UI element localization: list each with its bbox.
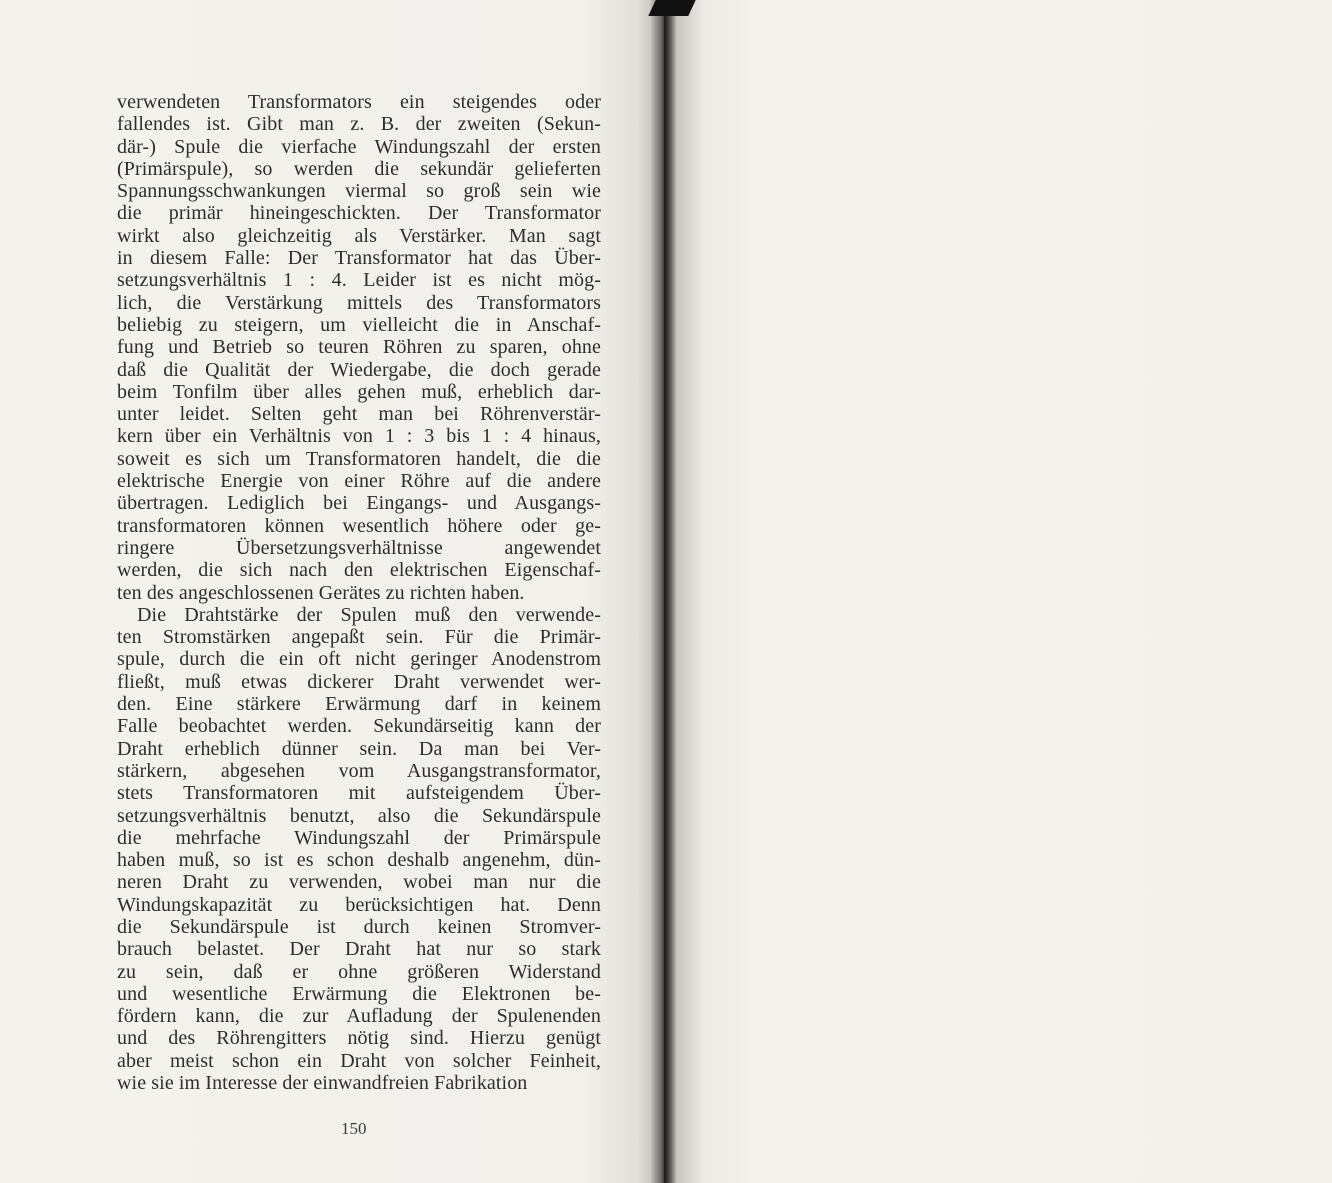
left-page-body [117,91,601,1094]
text-line: setzungsverhältnis 1 : 4. Leider ist es nicht mög- [117,269,601,292]
text-line: die mehrfache Windungszahl der Primärspule [117,826,601,849]
text-line: fließt, muß etwas dickerer Draht verwendet wer- [117,670,601,693]
text-line: und wesentliche Erwärmung die Elektronen be- [117,982,601,1005]
text-line: beliebig zu steigern, um vielleicht die in Anschaf- [117,313,601,336]
text-line: brauch belastet. Der Draht hat nur so stark [117,938,601,961]
text-line: haben muß, so ist es schon deshalb angenehm, dün- [117,849,601,872]
text-line: und des Röhrengitters nötig sind. Hierzu genügt [117,1027,601,1050]
text-line: werden, die sich nach den elektrischen Eigenschaf- [117,559,601,582]
text-line: die primär hineingeschickten. Der Transformator [117,202,601,225]
text-line: fördern kann, die zur Aufladung der Spulenenden [117,1005,601,1028]
text-line: ringere Übersetzungsverhältnisse angewendet [117,536,601,559]
text-line: elektrische Energie von einer Röhre auf die andere [117,470,601,493]
text-line: beim Tonfilm über alles gehen muß, erheblich dar- [117,380,601,403]
text-line: verwendeten Transformators ein steigendes oder [117,91,601,113]
text-line: transformatoren können wesentlich höhere oder ge- [117,514,601,537]
text-line: setzungsverhältnis benutzt, also die Sekundärspule [117,804,601,827]
text-line: wie sie im Interesse der einwandfreien Fabrikation [117,1072,528,1095]
text-line: lich, die Verstärkung mittels des Transformators [117,291,601,314]
text-line: wirkt also gleichzeitig als Verstärker. Man sagt [117,224,601,247]
text-line: daß die Qualität der Wiedergabe, die doch gerade [117,358,601,381]
text-line: aber meist schon ein Draht von solcher Feinheit, [117,1049,601,1072]
text-line: fung und Betrieb so teuren Röhren zu sparen, ohne [117,336,601,359]
right-page [664,0,1332,1183]
text-line: kern über ein Verhältnis von 1 : 3 bis 1 : 4 hinaus, [117,425,601,448]
page-number-left: 150 [341,1119,367,1138]
book-spine-shadow [650,0,676,1183]
text-line: Draht erheblich dünner sein. Da man bei Ver- [117,737,601,760]
text-line: zu sein, daß er ohne größeren Widerstand [117,960,601,983]
text-line: (Primärspule), so werden die sekundär gelieferten [117,157,601,180]
text-line: ten des angeschlossenen Gerätes zu richten haben. [117,581,525,604]
text-line: stärkern, abgesehen vom Ausgangstransformator, [117,759,601,782]
text-line: übertragen. Lediglich bei Eingangs- und Ausgangs- [117,492,601,515]
text-line: Spannungsschwankungen viermal so groß sein wie [117,180,601,203]
text-line: soweit es sich um Transformatoren handelt, die die [117,447,601,470]
left-page [0,0,664,1183]
text-line: neren Draht zu verwenden, wobei man nur die [117,871,601,894]
text-line: Falle beobachtet werden. Sekundärseitig kann der [117,715,601,738]
text-line: unter leidet. Selten geht man bei Röhrenverstär- [117,403,601,426]
text-line: in diesem Falle: Der Transformator hat das Über- [117,247,601,270]
text-line: Die Drahtstärke der Spulen muß den verwende- [137,603,601,626]
book-spine-top [648,0,695,16]
text-line: die Sekundärspule ist durch keinen Stromver- [117,915,601,938]
text-line: stets Transformatoren mit aufsteigendem Über- [117,782,601,805]
text-line: fallendes ist. Gibt man z. B. der zweiten (Sekun- [117,113,601,136]
text-line: ten Stromstärken angepaßt sein. Für die Primär- [117,626,601,649]
text-line: spule, durch die ein oft nicht geringer Anodenstrom [117,648,601,671]
text-line: där-) Spule die vierfache Windungszahl der ersten [117,135,601,158]
text-line: Windungskapazität zu berücksichtigen hat. Denn [117,893,601,916]
text-line: den. Eine stärkere Erwärmung darf in keinem [117,693,601,716]
